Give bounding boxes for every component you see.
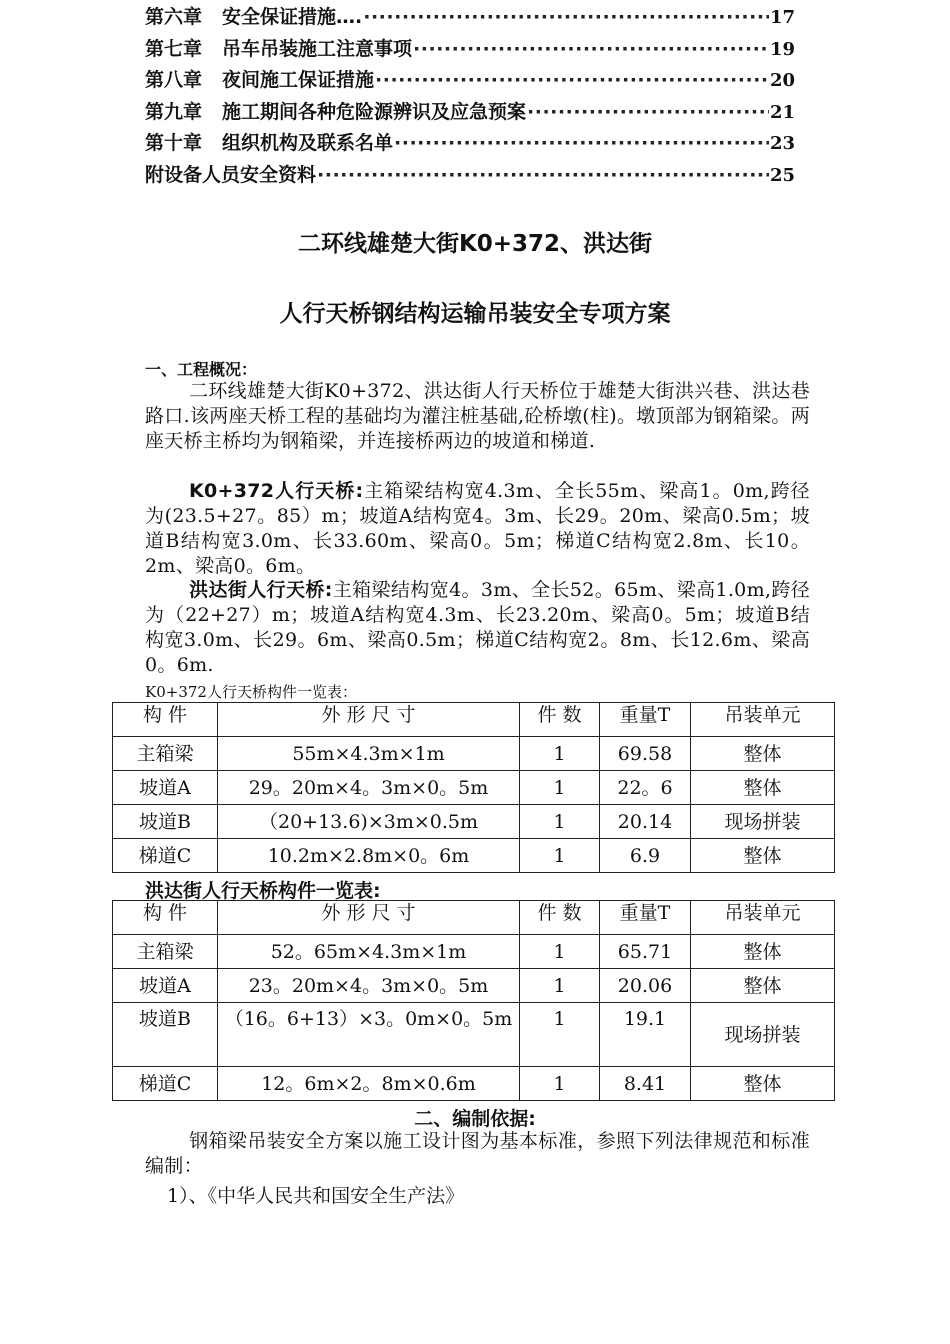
table-row: [113, 1003, 835, 1067]
paragraph-text: 主箱梁结构宽4。3m、全长52。65m、梁高1.0m,跨径为（22+27）m；坡道A结构宽4.3m、长23.20m、梁高0。5m；坡道B结构宽3.0m、长29。6m、梁高0.5m；梯道C结构宽2。8m、长12.6m、梁高0。6m.: [145, 579, 811, 676]
table-cell: 1: [520, 1003, 600, 1067]
table-cell: 整体: [691, 771, 835, 805]
toc-entry[interactable]: [145, 128, 795, 160]
section2-paragraph: [145, 1129, 810, 1179]
table-cell: 1: [520, 1067, 600, 1101]
table-cell: 29。20m×4。3m×0。5m: [218, 771, 520, 805]
header-cell: 吊装单元: [691, 901, 835, 935]
toc-entry[interactable]: [145, 160, 795, 192]
table-cell: 6.9: [600, 839, 691, 873]
paragraph-text: 钢箱梁吊装安全方案以施工设计图为基本标准，参照下列法律规范和标准编制：: [145, 1130, 810, 1177]
toc-title: 吊车吊装施工注意事项: [222, 37, 413, 60]
table-cell: 19.1: [600, 1003, 691, 1067]
toc-leader: [317, 164, 769, 186]
toc-page: 23: [769, 133, 795, 154]
table-cell: 20.06: [600, 969, 691, 1003]
header-cell: 构 件: [113, 703, 218, 737]
toc-page: 25: [769, 164, 795, 186]
table-cell: 坡道B: [113, 805, 218, 839]
header-cell: 外 形 尺 寸: [218, 703, 520, 737]
regulation-item: 1）、《中华人民共和国安全生产法》: [167, 1185, 465, 1207]
table-cell: 10.2m×2.8m×0。6m: [218, 839, 520, 873]
table-row: [113, 935, 835, 969]
table-cell: 1: [520, 969, 600, 1003]
table-cell: 1: [520, 737, 600, 771]
toc-entry[interactable]: [145, 97, 795, 129]
toc-page: 19: [769, 38, 795, 60]
components-table-hongda: [112, 900, 835, 1101]
header-cell: 件 数: [520, 703, 600, 737]
toc-title: 夜间施工保证措施: [222, 69, 375, 91]
table-cell: 20.14: [600, 805, 691, 839]
table-row: [113, 771, 835, 805]
table-cell: 52。65m×4.3m×1m: [218, 935, 520, 969]
table-cell: 梯道C: [113, 839, 218, 873]
toc-title: 组织机构及联系名单: [222, 132, 394, 154]
toc-chapter: 第十章: [145, 132, 203, 154]
table-cell: 12。6m×2。8m×0.6m: [218, 1067, 520, 1101]
table-row: [113, 805, 835, 839]
paragraph-text: 二环线雄楚大街K0+372、洪达街人行天桥位于雄楚大街洪兴巷、洪达巷路口.该两座天桥工程的基础均为灌注桩基础,砼桥墩(柱)。墩顶部为钢箱梁。两座天桥主桥均为钢箱梁，并连接桥两边的坡道和梯道.: [145, 380, 811, 452]
table-cell: 现场拼装: [691, 1003, 835, 1067]
table-of-contents: [145, 2, 795, 191]
toc-chapter: 第八章: [145, 69, 203, 91]
table-cell: 22。6: [600, 771, 691, 805]
toc-chapter: 附设备人员安全资料: [145, 163, 317, 186]
header-cell: 外 形 尺 寸: [218, 901, 520, 935]
toc-leader: [363, 6, 769, 28]
table-header-row: [113, 901, 835, 935]
document-title-line2: 人行天桥钢结构运输吊装安全专项方案: [279, 301, 671, 327]
table-row: [113, 1067, 835, 1101]
toc-leader: [413, 38, 769, 60]
table-cell: 坡道A: [113, 771, 218, 805]
section1-paragraph1: [145, 379, 810, 454]
table-cell: 1: [520, 805, 600, 839]
header-cell: 件 数: [520, 901, 600, 935]
section1-paragraph3: [145, 578, 810, 678]
bridge-label-hongda: 洪达街人行天桥:: [189, 579, 333, 601]
section1-heading: 一、工程概况：: [145, 360, 258, 379]
toc-entry[interactable]: [145, 2, 795, 34]
table2-caption: 洪达街人行天桥构件一览表:: [145, 880, 381, 902]
toc-leader: [375, 69, 769, 91]
toc-title: 安全保证措施….: [222, 6, 363, 28]
table-cell: （20+13.6)×3m×0.5m: [218, 805, 520, 839]
table-cell: 65.71: [600, 935, 691, 969]
table-cell: 69.58: [600, 737, 691, 771]
table-header-row: [113, 703, 835, 737]
toc-chapter: 第九章: [145, 100, 203, 123]
table-row: [113, 839, 835, 873]
table-cell: 整体: [691, 969, 835, 1003]
toc-title: 施工期间各种危险源辨识及应急预案: [222, 100, 527, 123]
table-cell: 坡道A: [113, 969, 218, 1003]
table-row: [113, 737, 835, 771]
toc-leader: [394, 132, 769, 154]
table-cell: 8.41: [600, 1067, 691, 1101]
table-cell: 整体: [691, 737, 835, 771]
table-cell: 主箱梁: [113, 737, 218, 771]
table-cell: 坡道B: [113, 1003, 218, 1067]
document-title-line1: 二环线雄楚大街K0+372、洪达街: [297, 231, 653, 257]
table-cell: 55m×4.3m×1m: [218, 737, 520, 771]
table-cell: 1: [520, 771, 600, 805]
toc-page: 20: [769, 70, 795, 91]
header-cell: 构 件: [113, 901, 218, 935]
table1-caption: K0+372人行天桥构件一览表：: [145, 683, 357, 701]
table-cell: 1: [520, 935, 600, 969]
toc-page: 17: [769, 7, 795, 28]
toc-chapter: 第六章: [145, 6, 203, 28]
bridge-label-k0372: K0+372人行天桥:: [189, 480, 364, 502]
table-cell: 整体: [691, 839, 835, 873]
paragraph-text: 主箱梁结构宽4.3m、全长55m、梁高1。0m,跨径为(23.5+27。85）m；坡道A结构宽4。3m、长29。20m、梁高0.5m；坡道B结构宽3.0m、长33.60m、梁高0。5m；梯道C结构宽2.8m、长10。2m、梁高0。6m。: [145, 480, 810, 577]
header-cell: 重量T: [600, 703, 691, 737]
toc-entry[interactable]: [145, 34, 795, 66]
table-cell: 梯道C: [113, 1067, 218, 1101]
table-cell: 23。20m×4。3m×0。5m: [218, 969, 520, 1003]
table-cell: （16。6+13）×3。0m×0。5m: [218, 1003, 520, 1067]
section2-heading: 二、编制依据:: [414, 1108, 536, 1130]
table-cell: 整体: [691, 1067, 835, 1101]
toc-page: 21: [769, 101, 795, 123]
table-cell: 主箱梁: [113, 935, 218, 969]
table-cell: 整体: [691, 935, 835, 969]
components-table-k0372: [112, 702, 835, 873]
toc-chapter: 第七章: [145, 37, 203, 60]
header-cell: 重量T: [600, 901, 691, 935]
section1-paragraph2: [145, 479, 810, 579]
table-cell: 现场拼装: [691, 805, 835, 839]
toc-leader: [527, 101, 769, 123]
table-row: [113, 969, 835, 1003]
table-cell: 1: [520, 839, 600, 873]
header-cell: 吊装单元: [691, 703, 835, 737]
toc-entry[interactable]: [145, 65, 795, 97]
